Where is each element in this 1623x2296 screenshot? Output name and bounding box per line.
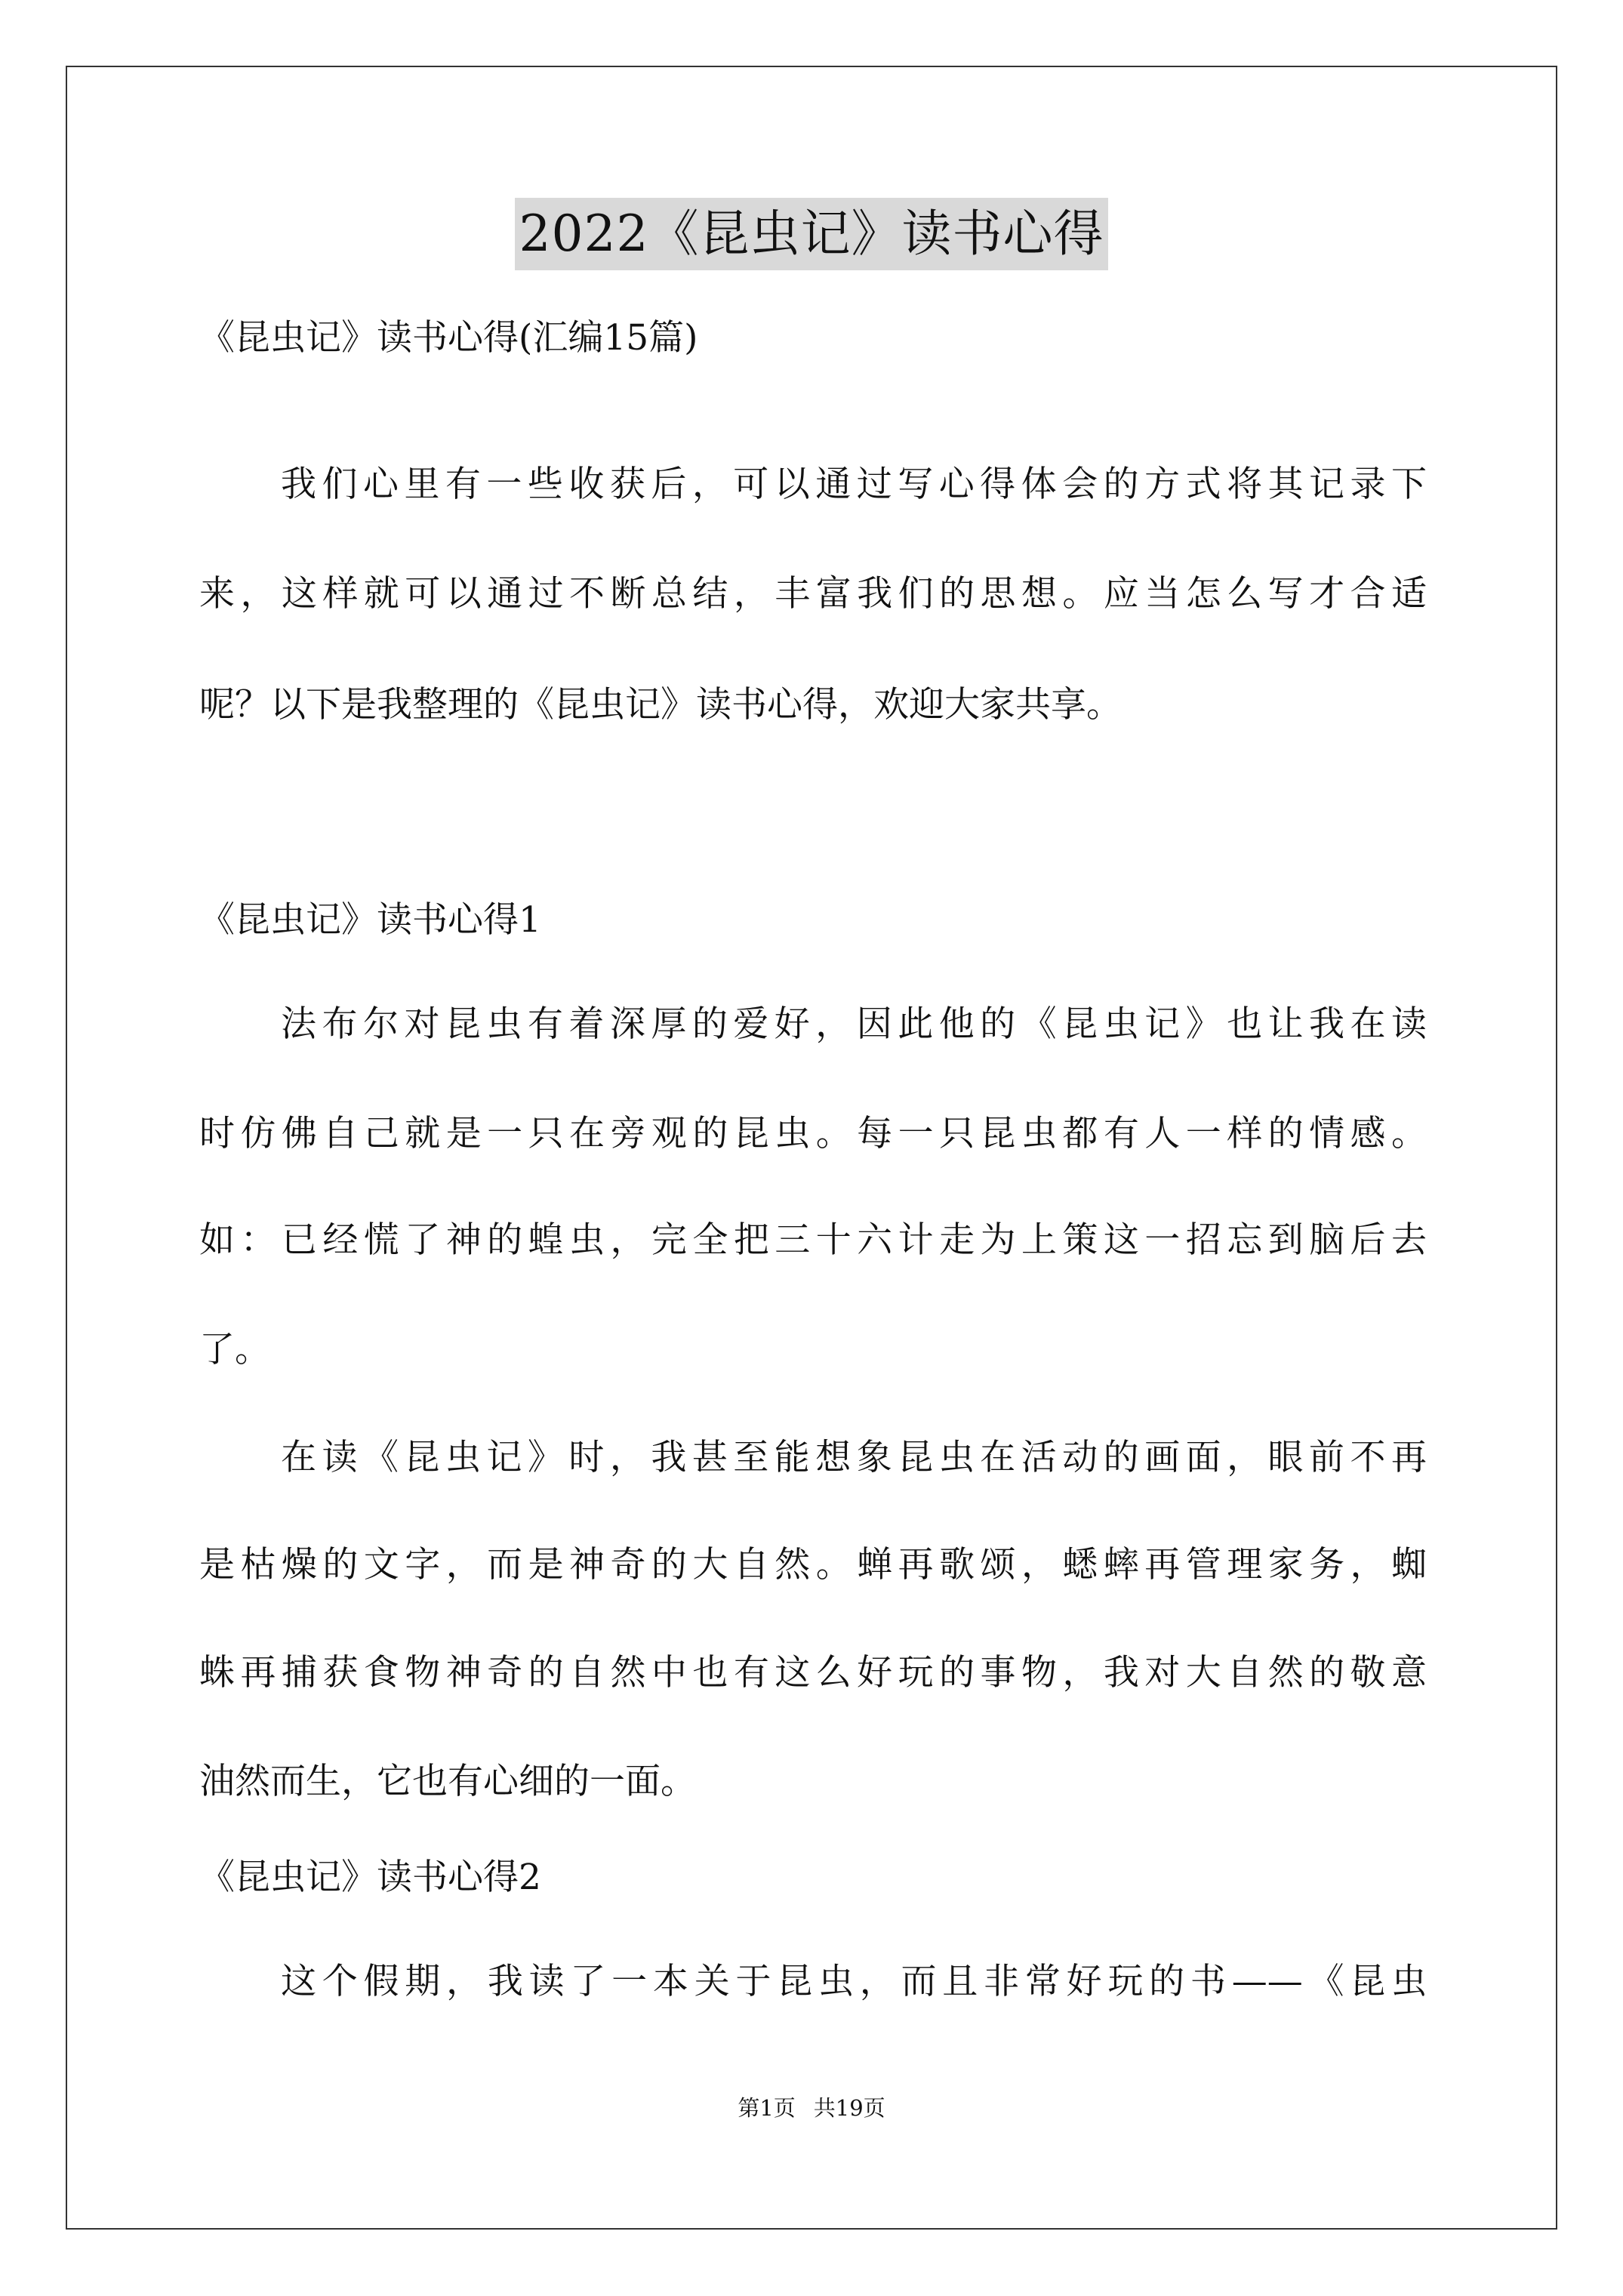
intro-line-2: 来，这样就可以通过不断总结，丰富我们的思想。应当怎么写才合适: [199, 573, 1427, 615]
document-subtitle: 《昆虫记》读书心得(汇编15篇): [199, 317, 698, 359]
page-total: 共19页: [813, 2095, 885, 2121]
section1-p1-line-4: 了。: [199, 1329, 270, 1370]
section1-p1-line-3: 如：已经慌了神的蝗虫，完全把三十六计走为上策这一招忘到脑后去: [199, 1219, 1427, 1261]
section1-p1-line-2: 时仿佛自己就是一只在旁观的昆虫。每一只昆虫都有人一样的情感。: [199, 1113, 1427, 1154]
page-number: 第1页: [738, 2095, 796, 2121]
intro-line-3: 呢？以下是我整理的《昆虫记》读书心得，欢迎大家共享。: [199, 684, 1122, 726]
title-container: [0, 198, 1623, 270]
page-footer: [0, 2093, 1623, 2123]
section1-p2-line-4: 油然而生，它也有心细的一面。: [199, 1761, 696, 1802]
section1-p2-line-2: 是枯燥的文字，而是神奇的大自然。蝉再歌颂，蟋蟀再管理家务，蜘: [199, 1544, 1427, 1586]
section1-p1-line-1: 法布尔对昆虫有着深厚的爱好，因此他的《昆虫记》也让我在读: [281, 1003, 1427, 1045]
document-title: 2022《昆虫记》读书心得: [515, 198, 1109, 270]
section1-heading: 《昆虫记》读书心得1: [199, 899, 541, 941]
section1-p2-line-1: 在读《昆虫记》时，我甚至能想象昆虫在活动的画面，眼前不再: [281, 1437, 1427, 1478]
section2-p1-line-1: 这个假期，我读了一本关于昆虫，而且非常好玩的书——《昆虫: [281, 1961, 1427, 2002]
section2-heading: 《昆虫记》读书心得2: [199, 1857, 541, 1898]
section1-p2-line-3: 蛛再捕获食物神奇的自然中也有这么好玩的事物，我对大自然的敬意: [199, 1652, 1427, 1693]
intro-line-1: 我们心里有一些收获后，可以通过写心得体会的方式将其记录下: [281, 464, 1427, 505]
